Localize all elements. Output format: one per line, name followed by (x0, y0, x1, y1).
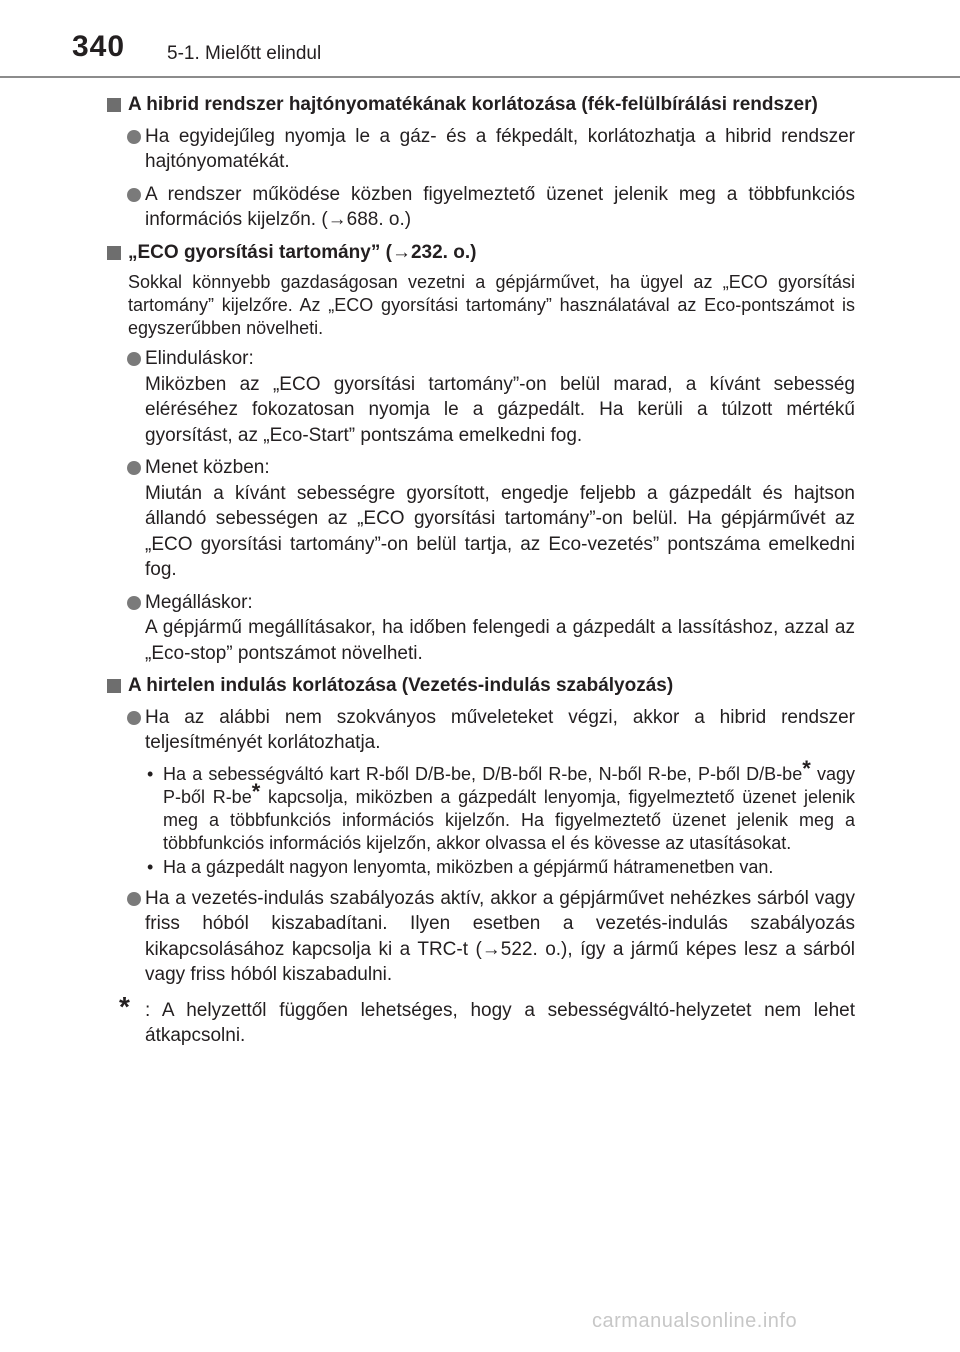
bullet-label: Elinduláskor: (145, 348, 254, 369)
circle-bullet-icon (127, 892, 141, 906)
bullet-text: Miközben az „ECO gyorsítási tartomány”-on belül marad, a kívánt sebesség eléréséhez fokozatosan nyomja le a gázpedált. Ha kerüli a túlzott mértékű gyorsítást, az „Eco-Start” pontszáma emelkedni fog. (145, 373, 855, 446)
bullet-text: Ha egyidejűleg nyomja le a gáz- és a fékpedált, korlátozhatja a hibrid rendszer hajtónyomatékát. (145, 125, 855, 172)
page-header (0, 0, 960, 78)
bullet-text: A gépjármű megállításakor, ha időben felengedi a gázpedált a lassításhoz, azzal az „Eco-stop” pontszámot növelheti. (145, 617, 855, 664)
sub-bullet-text: Ha a gázpedált nagyon lenyomta, miközben a gépjármű hátramenetben van. (163, 856, 774, 877)
sub-bullet-text-a: Ha a sebességváltó kart R-ből D/B-be, D/B-ből R-be, N-ből R-be, P-ből D/B-be (163, 763, 803, 784)
page-number: 340 (72, 30, 126, 63)
heading-sudden-start (107, 673, 855, 699)
circle-bullet-icon (127, 188, 141, 202)
header-divider (0, 76, 960, 78)
bullet-text: Miután a kívánt sebességre gyorsított, engedje feljebb a gázpedált és hajtson állandó sebességen az „ECO gyorsítási tartomány”-on belül. Ha gépjárművét az „ECO gyorsítási tartomány”-on belül tartja, az Eco-vezetés” pontszáma emelkedni fog. (145, 482, 855, 580)
heading-text: A hibrid rendszer hajtónyomatékának korlátozása (fék-felülbírálási rendszer) (128, 94, 818, 115)
asterisk-marker: * (251, 778, 261, 804)
small-bullet-icon: • (147, 856, 154, 877)
bullet-item (107, 124, 855, 175)
sub-bullet-item (107, 755, 855, 855)
bullet-item (107, 455, 855, 583)
footnote (107, 990, 855, 1049)
circle-bullet-icon (127, 461, 141, 475)
square-bullet-icon (107, 679, 121, 693)
sub-bullet-text-b: vagy P-ből R-be (163, 763, 855, 807)
bullet-text: Ha a vezetés-indulás szabályozás aktív, akkor a gépjárművet nehézkes sárból vagy friss hóból kiszabadítani. Ilyen esetben a vezetés-indulás szabályozás kikapcsolásához kapcsolja ki a TRC-t (→522. o.), így a jármű képes lesz a sárból vagy friss hóból kiszabadulni. (145, 887, 855, 985)
section-title: 5-1. Mielőtt elindul (167, 43, 322, 64)
heading-eco-range (107, 240, 855, 266)
circle-bullet-icon (127, 711, 141, 725)
circle-bullet-icon (127, 352, 141, 366)
page-content (107, 92, 855, 1049)
circle-bullet-icon (127, 130, 141, 144)
small-bullet-icon: • (147, 763, 154, 784)
bullet-item (107, 705, 855, 756)
bullet-label: Menet közben: (145, 457, 270, 478)
sub-bullet-item (107, 856, 855, 879)
sub-bullet-text-c: kapcsolja, miközben a gázpedált lenyomja, figyelmeztető üzenet jelenik meg a többfunkciós információs kijelzőn. Ha figyelmeztető üzenet jelenik meg a többfunkciós információs kijelzőn, akkor olvassa el és kövesse az utasításokat. (163, 786, 855, 853)
heading-hybrid-torque (107, 92, 855, 118)
watermark-text: carmanualsonline.info (592, 1310, 798, 1332)
bullet-label: Megálláskor: (145, 591, 253, 613)
square-bullet-icon (107, 98, 121, 112)
footnote-asterisk: * (119, 990, 130, 1022)
footnote-text: : A helyzettől függően lehetséges, hogy a sebességváltó-helyzetet nem lehet átkapcsolni. (145, 999, 855, 1046)
heading-text: „ECO gyorsítási tartomány” (→232. o.) (128, 241, 477, 263)
bullet-text: Ha az alábbi nem szokványos műveleteket végzi, akkor a hibrid rendszer teljesítményét korlátozhatja. (145, 706, 855, 753)
paragraph-eco-intro: Sokkal könnyebb gazdaságosan vezetni a gépjárművet, ha ügyel az „ECO gyorsítási tartomány” kijelzőre. Az „ECO gyorsítási tartomány” használatával az Eco-pontszámot is egyszerűbben növelheti. (128, 272, 855, 338)
bullet-item (107, 182, 855, 233)
bullet-item (107, 346, 855, 448)
bullet-item (107, 886, 855, 988)
bullet-item (107, 590, 855, 667)
asterisk-marker: * (802, 755, 811, 781)
heading-text: A hirtelen indulás korlátozása (Vezetés-indulás szabályozás) (128, 675, 674, 696)
square-bullet-icon (107, 246, 121, 260)
circle-bullet-icon (127, 596, 141, 610)
bullet-text: A rendszer működése közben figyelmeztető üzenet jelenik meg a többfunkciós információs kijelzőn. (→688. o.) (145, 183, 855, 230)
